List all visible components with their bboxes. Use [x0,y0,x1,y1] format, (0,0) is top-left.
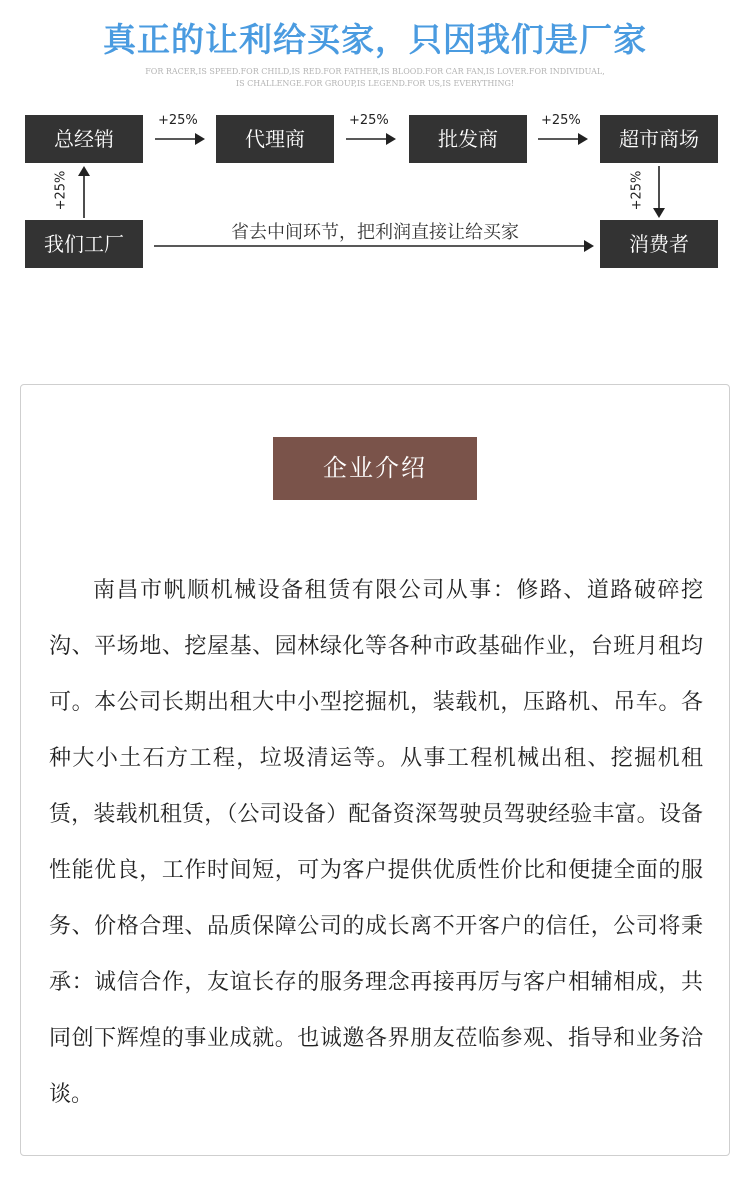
markup-label-down: +25% [629,170,645,211]
company-intro-title: 企业介绍 [273,437,477,500]
company-intro-text: 南昌市帆顺机械设备租赁有限公司从事：修路、道路破碎挖沟、平场地、挖屋基、园林绿化等各种市政基础作业，台班月租均可。本公司长期出租大中小型挖掘机，装载机，压路机、吊车。各种大小土石方工程，垃圾清运等。从事工程机械出租、挖掘机租赁，装载机租赁，（公司设备）配备资深驾驶员驾驶经验丰富。设备性能优良，工作时间短，可为客户提供优质性价比和便捷全面的服务、价格合理、品质保障公司的成长离不开客户的信任，公司将秉承：诚信合作，友谊长存的服务理念再接再厉与客户相辅相成，共同创下辉煌的事业成就。也诚邀各界朋友莅临参观、指导和业务洽谈。 [49,578,703,1107]
flow-box-wholesaler: 批发商 [409,115,527,163]
flow-box-distributor: 总经销 [25,115,143,163]
up-arrow-icon [77,166,91,218]
company-intro-card [20,384,730,1156]
flow-box-factory: 我们工厂 [25,220,143,268]
markup-label-1: +25% [158,113,198,128]
right-arrow-icon [346,132,396,146]
down-arrow-icon [652,166,666,218]
long-right-arrow-icon [154,239,594,253]
page-subtitle: FOR RACER,IS SPEED.FOR CHILD,IS RED.FOR FATHER,IS BLOOD.FOR CAR FAN,IS LOVER.FOR INDIVIDUAL, IS CHALLENGE.FOR GROUP,IS LEGEND.FOR US,IS EVERYTHING! [145,67,605,88]
page-headline: 真正的让利给买家，只因我们是厂家 [103,20,647,59]
flow-box-agent: 代理商 [216,115,334,163]
markup-label-2: +25% [349,113,389,128]
right-arrow-icon [538,132,588,146]
right-arrow-icon [155,132,205,146]
markup-label-3: +25% [541,113,581,128]
markup-label-up: +25% [53,170,69,211]
skip-middlemen-text: 省去中间环节，把利润直接让给买家 [231,222,519,243]
flow-box-supermarket: 超市商场 [600,115,718,163]
flow-box-consumer: 消费者 [600,220,718,268]
